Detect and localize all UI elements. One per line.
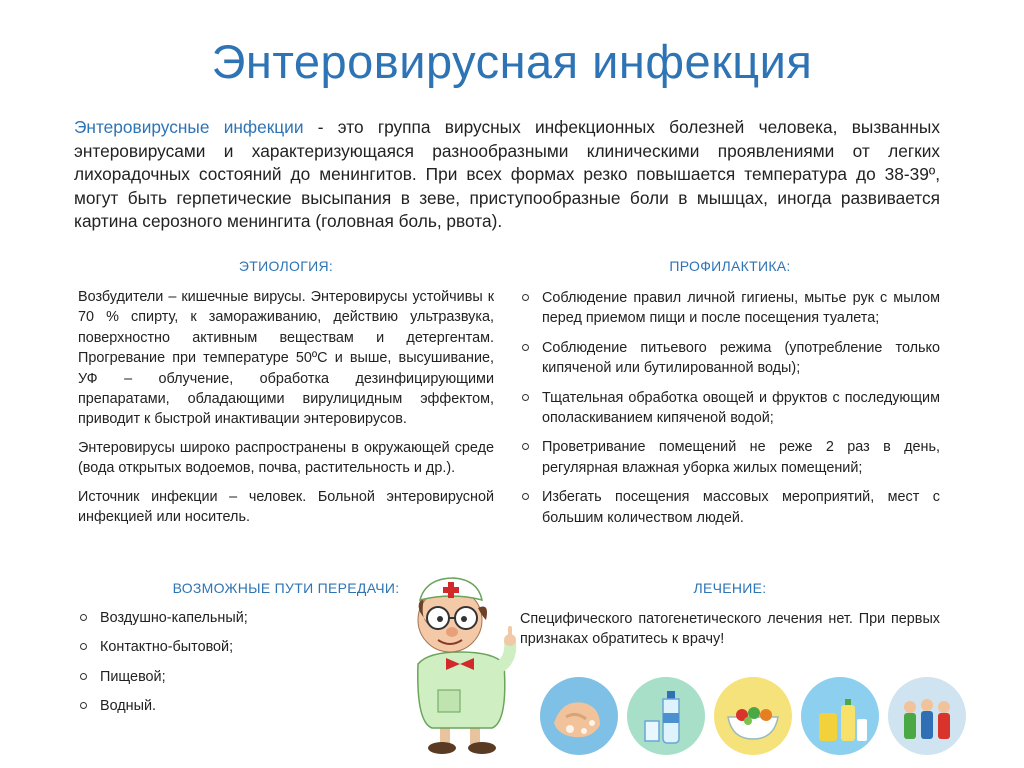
page-title: Энтеровирусная инфекция xyxy=(211,35,813,88)
prevention-heading: ПРОФИЛАКТИКА: xyxy=(669,258,791,274)
treatment-heading: ЛЕЧЕНИЕ: xyxy=(693,580,767,596)
vegetables-bowl-icon xyxy=(714,677,792,755)
transmission-heading: ВОЗМОЖНЫЕ ПУТИ ПЕРЕДАЧИ: xyxy=(172,580,400,596)
hand-washing-icon xyxy=(540,677,618,755)
transmission-list xyxy=(78,608,378,726)
list-item: Соблюдение питьевого режима (употребление только кипяченой или бутилированной воды); xyxy=(520,338,940,379)
bottled-water-icon xyxy=(627,677,705,755)
etiology-section xyxy=(78,287,494,535)
etiology-paragraph: Возбудители – кишечные вирусы. Энтеровирусы устойчивы к 70 % спирту, к замораживанию, действию ультразвука, поверхностно активным веществам и детергентам. Прогревание при температуре 50ºС и выше, высушивание, УФ – облучение, обработка дезинфицирующими препаратами, обладающими вирулицидным эффектом, приводит к быстрой инактивации энтеровирусов. xyxy=(78,289,494,428)
list-item: Избегать посещения массовых мероприятий, мест с большим количеством людей. xyxy=(520,487,940,528)
doctor-cartoon xyxy=(398,572,528,758)
intro-paragraph xyxy=(74,116,940,234)
etiology-heading: ЭТИОЛОГИЯ: xyxy=(238,258,334,274)
treatment-text: Специфического патогенетического лечения нет. При первых признаках обратитесь к врачу! xyxy=(520,611,940,648)
list-item: Контактно-бытовой; xyxy=(78,637,378,657)
list-item: Воздушно-капельный; xyxy=(78,608,378,628)
list-item: Проветривание помещений не реже 2 раз в день, регулярная влажная уборка жилых помещений; xyxy=(520,437,940,478)
prevention-list xyxy=(520,288,940,537)
list-item: Пищевой; xyxy=(78,667,378,687)
etiology-paragraph: Источник инфекции – человек. Больной энтеровирусной инфекцией или носитель. xyxy=(78,488,494,526)
etiology-paragraph: Энтеровирусы широко распространены в окружающей среде (вода открытых водоемов, почва, растительность и др.). xyxy=(78,439,494,477)
list-item: Соблюдение правил личной гигиены, мытье рук с мылом перед приемом пищи и после посещения туалета; xyxy=(520,288,940,329)
list-item: Водный. xyxy=(78,696,378,716)
intro-text: - это группа вирусных инфекционных болезней человека, вызванных энтеровирусами и характеризующаяся разнообразными клиническими проявлениями от легких лихорадочных состояний до менингитов. При всех формах резко повышается температура до 38-39º, могут быть герпетические высыпания в зеве, приступообразные боли в мышцах, иногда развивается картина серозного менингита (головная боль, рвота). xyxy=(74,117,940,231)
list-item: Тщательная обработка овощей и фруктов с последующим ополаскиванием кипяченой водой; xyxy=(520,388,940,429)
intro-term: Энтеровирусные инфекции xyxy=(74,117,304,137)
cleaning-supplies-icon xyxy=(801,677,879,755)
crowd-of-people-icon xyxy=(888,677,966,755)
